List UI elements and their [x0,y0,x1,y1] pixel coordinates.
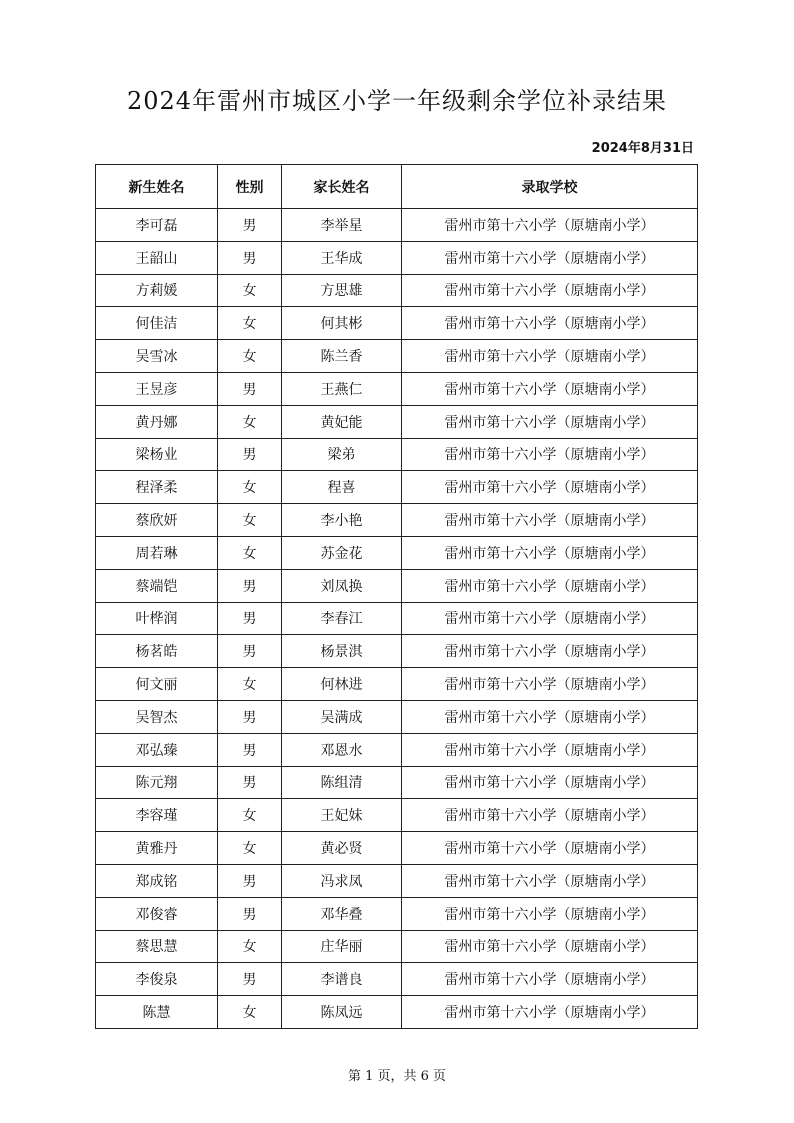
gender-cell: 男 [218,635,282,668]
school-cell: 雷州市第十六小学（原塘南小学） [402,832,698,865]
parent-name-cell: 邓华叠 [282,897,402,930]
student-name-cell: 陈慧 [96,996,218,1029]
parent-name-cell: 王燕仁 [282,372,402,405]
school-cell: 雷州市第十六小学（原塘南小学） [402,372,698,405]
school-cell: 雷州市第十六小学（原塘南小学） [402,766,698,799]
page-footer: 第 1 页，共 6 页 [347,1069,447,1084]
gender-cell: 女 [218,340,282,373]
table-row [96,471,698,504]
table-row [96,799,698,832]
gender-cell: 女 [218,274,282,307]
gender-cell: 男 [218,963,282,996]
student-name-cell: 杨茗皓 [96,635,218,668]
student-name-cell: 黄丹娜 [96,405,218,438]
parent-name-cell: 陈凤远 [282,996,402,1029]
school-cell: 雷州市第十六小学（原塘南小学） [402,438,698,471]
header-gender: 性别 [218,165,282,209]
parent-name-cell: 王妃妹 [282,799,402,832]
school-cell: 雷州市第十六小学（原塘南小学） [402,307,698,340]
student-name-cell: 蔡思慧 [96,930,218,963]
parent-name-cell: 黄必贤 [282,832,402,865]
student-name-cell: 李容瑾 [96,799,218,832]
gender-cell: 男 [218,733,282,766]
gender-cell: 女 [218,504,282,537]
school-cell: 雷州市第十六小学（原塘南小学） [402,209,698,242]
header-student-name: 新生姓名 [96,165,218,209]
parent-name-cell: 庄华丽 [282,930,402,963]
table-header-row [96,165,698,209]
student-name-cell: 何佳洁 [96,307,218,340]
school-cell: 雷州市第十六小学（原塘南小学） [402,996,698,1029]
gender-cell: 女 [218,471,282,504]
table-row [96,733,698,766]
school-cell: 雷州市第十六小学（原塘南小学） [402,405,698,438]
parent-name-cell: 冯求凤 [282,864,402,897]
parent-name-cell: 陈兰香 [282,340,402,373]
gender-cell: 女 [218,307,282,340]
gender-cell: 女 [218,996,282,1029]
table-row [96,405,698,438]
table-row [96,996,698,1029]
parent-name-cell: 杨景淇 [282,635,402,668]
table-row [96,930,698,963]
table-row [96,569,698,602]
school-cell: 雷州市第十六小学（原塘南小学） [402,471,698,504]
gender-cell: 女 [218,405,282,438]
page-title: 2024年雷州市城区小学一年级剩余学位补录结果 [126,87,668,115]
student-name-cell: 李可磊 [96,209,218,242]
table-row [96,864,698,897]
gender-cell: 男 [218,372,282,405]
gender-cell: 女 [218,930,282,963]
school-cell: 雷州市第十六小学（原塘南小学） [402,241,698,274]
student-name-cell: 王昱彦 [96,372,218,405]
parent-name-cell: 黄妃能 [282,405,402,438]
student-name-cell: 李俊泉 [96,963,218,996]
school-cell: 雷州市第十六小学（原塘南小学） [402,504,698,537]
parent-name-cell: 何林进 [282,668,402,701]
table-row [96,602,698,635]
gender-cell: 男 [218,602,282,635]
parent-name-cell: 李谱良 [282,963,402,996]
table-body [96,209,698,1029]
student-name-cell: 周若琳 [96,536,218,569]
table-row [96,700,698,733]
table-row [96,963,698,996]
gender-cell: 女 [218,668,282,701]
table-row [96,504,698,537]
table-row [96,668,698,701]
gender-cell: 男 [218,241,282,274]
school-cell: 雷州市第十六小学（原塘南小学） [402,733,698,766]
parent-name-cell: 刘凤换 [282,569,402,602]
gender-cell: 女 [218,832,282,865]
gender-cell: 女 [218,799,282,832]
school-cell: 雷州市第十六小学（原塘南小学） [402,930,698,963]
gender-cell: 男 [218,766,282,799]
student-name-cell: 方莉媛 [96,274,218,307]
student-name-cell: 蔡欣妍 [96,504,218,537]
table-row [96,274,698,307]
parent-name-cell: 吴满成 [282,700,402,733]
parent-name-cell: 方思雄 [282,274,402,307]
table-row [96,340,698,373]
gender-cell: 男 [218,864,282,897]
parent-name-cell: 王华成 [282,241,402,274]
table-row [96,897,698,930]
student-name-cell: 邓俊睿 [96,897,218,930]
student-name-cell: 黄雅丹 [96,832,218,865]
student-name-cell: 吴雪冰 [96,340,218,373]
table-row [96,241,698,274]
school-cell: 雷州市第十六小学（原塘南小学） [402,668,698,701]
table-row [96,832,698,865]
student-name-cell: 梁杨业 [96,438,218,471]
gender-cell: 男 [218,700,282,733]
student-name-cell: 叶桦润 [96,602,218,635]
publish-date: 2024年8月31日 [591,141,694,156]
school-cell: 雷州市第十六小学（原塘南小学） [402,700,698,733]
school-cell: 雷州市第十六小学（原塘南小学） [402,635,698,668]
student-name-cell: 蔡端铠 [96,569,218,602]
gender-cell: 男 [218,569,282,602]
header-school: 录取学校 [402,165,698,209]
school-cell: 雷州市第十六小学（原塘南小学） [402,536,698,569]
school-cell: 雷州市第十六小学（原塘南小学） [402,963,698,996]
gender-cell: 男 [218,209,282,242]
parent-name-cell: 程喜 [282,471,402,504]
parent-name-cell: 苏金花 [282,536,402,569]
table-row [96,635,698,668]
school-cell: 雷州市第十六小学（原塘南小学） [402,602,698,635]
student-name-cell: 王韶山 [96,241,218,274]
student-name-cell: 邓弘臻 [96,733,218,766]
student-name-cell: 程泽柔 [96,471,218,504]
parent-name-cell: 李小艳 [282,504,402,537]
table-row [96,209,698,242]
school-cell: 雷州市第十六小学（原塘南小学） [402,274,698,307]
table-row [96,307,698,340]
student-name-cell: 何文丽 [96,668,218,701]
table-row [96,372,698,405]
parent-name-cell: 邓恩水 [282,733,402,766]
school-cell: 雷州市第十六小学（原塘南小学） [402,569,698,602]
gender-cell: 男 [218,438,282,471]
table-row [96,536,698,569]
school-cell: 雷州市第十六小学（原塘南小学） [402,799,698,832]
table-row [96,438,698,471]
parent-name-cell: 梁弟 [282,438,402,471]
parent-name-cell: 李春江 [282,602,402,635]
student-name-cell: 吴智杰 [96,700,218,733]
school-cell: 雷州市第十六小学（原塘南小学） [402,897,698,930]
gender-cell: 男 [218,897,282,930]
parent-name-cell: 何其彬 [282,307,402,340]
parent-name-cell: 李举星 [282,209,402,242]
header-parent-name: 家长姓名 [282,165,402,209]
admission-table [95,164,698,1029]
student-name-cell: 郑成铭 [96,864,218,897]
school-cell: 雷州市第十六小学（原塘南小学） [402,340,698,373]
parent-name-cell: 陈组清 [282,766,402,799]
table-row [96,766,698,799]
student-name-cell: 陈元翔 [96,766,218,799]
school-cell: 雷州市第十六小学（原塘南小学） [402,864,698,897]
gender-cell: 女 [218,536,282,569]
